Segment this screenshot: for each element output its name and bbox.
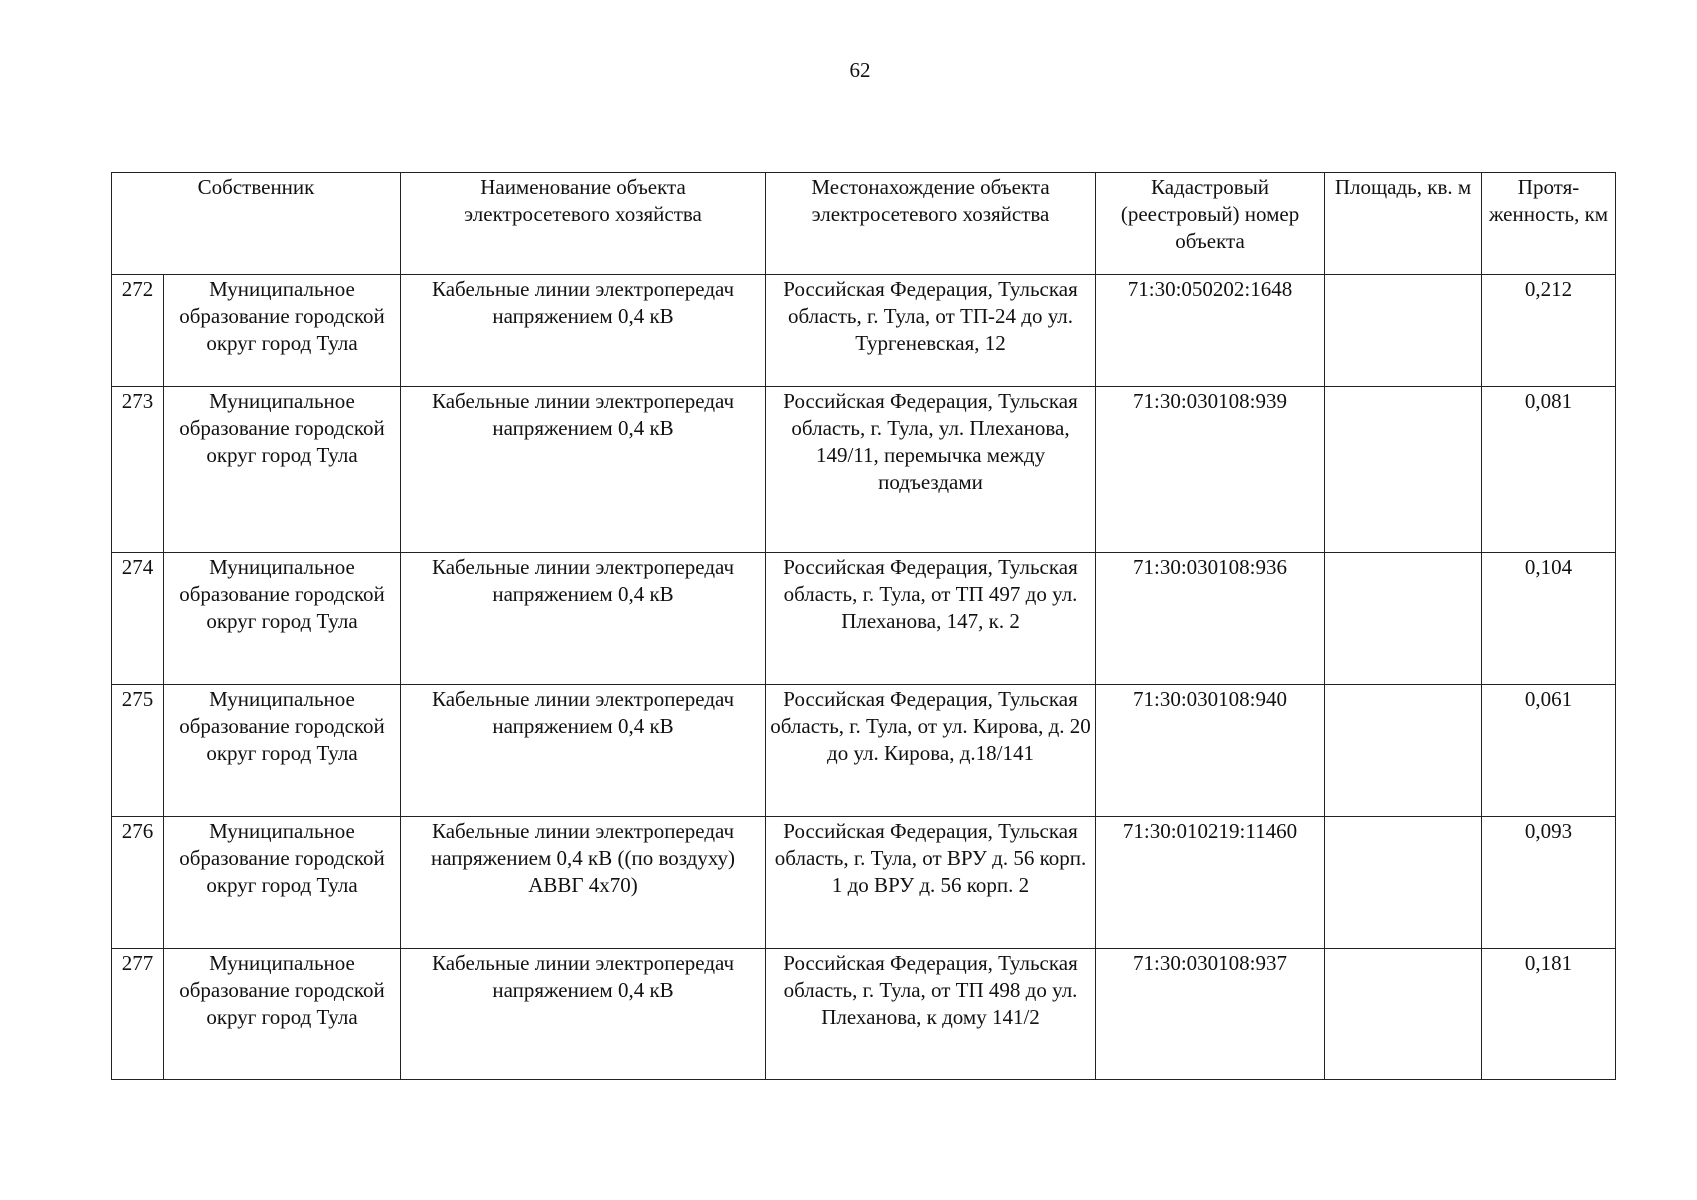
table-row xyxy=(112,685,1616,817)
row-number: 274 xyxy=(112,553,164,685)
row-location: Российская Федерация, Тульская область, г. Тула, ул. Плеханова, 149/11, перемычка между подъездами xyxy=(766,387,1096,553)
row-area xyxy=(1325,817,1482,949)
header-owner: Собственник xyxy=(112,173,401,275)
row-cadastral-number: 71:30:030108:936 xyxy=(1096,553,1325,685)
row-area xyxy=(1325,387,1482,553)
row-owner: Муниципальное образование городской округ город Тула xyxy=(164,949,401,1080)
table-body xyxy=(112,275,1616,1080)
row-length: 0,104 xyxy=(1482,553,1616,685)
row-area xyxy=(1325,685,1482,817)
row-length: 0,181 xyxy=(1482,949,1616,1080)
header-length: Протя-женность, км xyxy=(1482,173,1616,275)
row-location: Российская Федерация, Тульская область, г. Тула, от ТП-24 до ул. Тургеневская, 12 xyxy=(766,275,1096,387)
row-object-name: Кабельные линии электропередач напряжением 0,4 кВ ((по воздуху) АВВГ 4х70) xyxy=(401,817,766,949)
row-area xyxy=(1325,275,1482,387)
row-length: 0,212 xyxy=(1482,275,1616,387)
row-object-name: Кабельные линии электропередач напряжением 0,4 кВ xyxy=(401,949,766,1080)
row-owner: Муниципальное образование городской округ город Тула xyxy=(164,553,401,685)
table-header xyxy=(112,173,1616,275)
row-cadastral-number: 71:30:030108:939 xyxy=(1096,387,1325,553)
row-number: 277 xyxy=(112,949,164,1080)
header-row xyxy=(112,173,1616,275)
row-number: 276 xyxy=(112,817,164,949)
registry-table xyxy=(111,172,1616,1080)
row-length: 0,081 xyxy=(1482,387,1616,553)
row-location: Российская Федерация, Тульская область, г. Тула, от ТП 498 до ул. Плеханова, к дому 141/2 xyxy=(766,949,1096,1080)
table-row xyxy=(112,949,1616,1080)
row-cadastral-number: 71:30:010219:11460 xyxy=(1096,817,1325,949)
header-cadastral-number: Кадастровый (реестровый) номер объекта xyxy=(1096,173,1325,275)
row-length: 0,061 xyxy=(1482,685,1616,817)
row-length: 0,093 xyxy=(1482,817,1616,949)
row-cadastral-number: 71:30:030108:937 xyxy=(1096,949,1325,1080)
row-owner: Муниципальное образование городской округ город Тула xyxy=(164,817,401,949)
row-location: Российская Федерация, Тульская область, г. Тула, от ВРУ д. 56 корп. 1 до ВРУ д. 56 корп. 2 xyxy=(766,817,1096,949)
row-cadastral-number: 71:30:050202:1648 xyxy=(1096,275,1325,387)
table-row xyxy=(112,817,1616,949)
row-number: 273 xyxy=(112,387,164,553)
row-area xyxy=(1325,553,1482,685)
row-location: Российская Федерация, Тульская область, г. Тула, от ул. Кирова, д. 20 до ул. Кирова, д.18/141 xyxy=(766,685,1096,817)
row-owner: Муниципальное образование городской округ город Тула xyxy=(164,275,401,387)
row-object-name: Кабельные линии электропередач напряжением 0,4 кВ xyxy=(401,275,766,387)
row-object-name: Кабельные линии электропередач напряжением 0,4 кВ xyxy=(401,685,766,817)
row-number: 272 xyxy=(112,275,164,387)
row-number: 275 xyxy=(112,685,164,817)
table-row xyxy=(112,387,1616,553)
row-cadastral-number: 71:30:030108:940 xyxy=(1096,685,1325,817)
header-area: Площадь, кв. м xyxy=(1325,173,1482,275)
row-object-name: Кабельные линии электропередач напряжением 0,4 кВ xyxy=(401,553,766,685)
row-object-name: Кабельные линии электропередач напряжением 0,4 кВ xyxy=(401,387,766,553)
row-owner: Муниципальное образование городской округ город Тула xyxy=(164,685,401,817)
row-location: Российская Федерация, Тульская область, г. Тула, от ТП 497 до ул. Плеханова, 147, к. 2 xyxy=(766,553,1096,685)
row-area xyxy=(1325,949,1482,1080)
header-object-name: Наименование объекта электросетевого хозяйства xyxy=(401,173,766,275)
page-number: 62 xyxy=(849,58,871,82)
row-owner: Муниципальное образование городской округ город Тула xyxy=(164,387,401,553)
table-row xyxy=(112,275,1616,387)
table-row xyxy=(112,553,1616,685)
header-location: Местонахождение объекта электросетевого хозяйства xyxy=(766,173,1096,275)
